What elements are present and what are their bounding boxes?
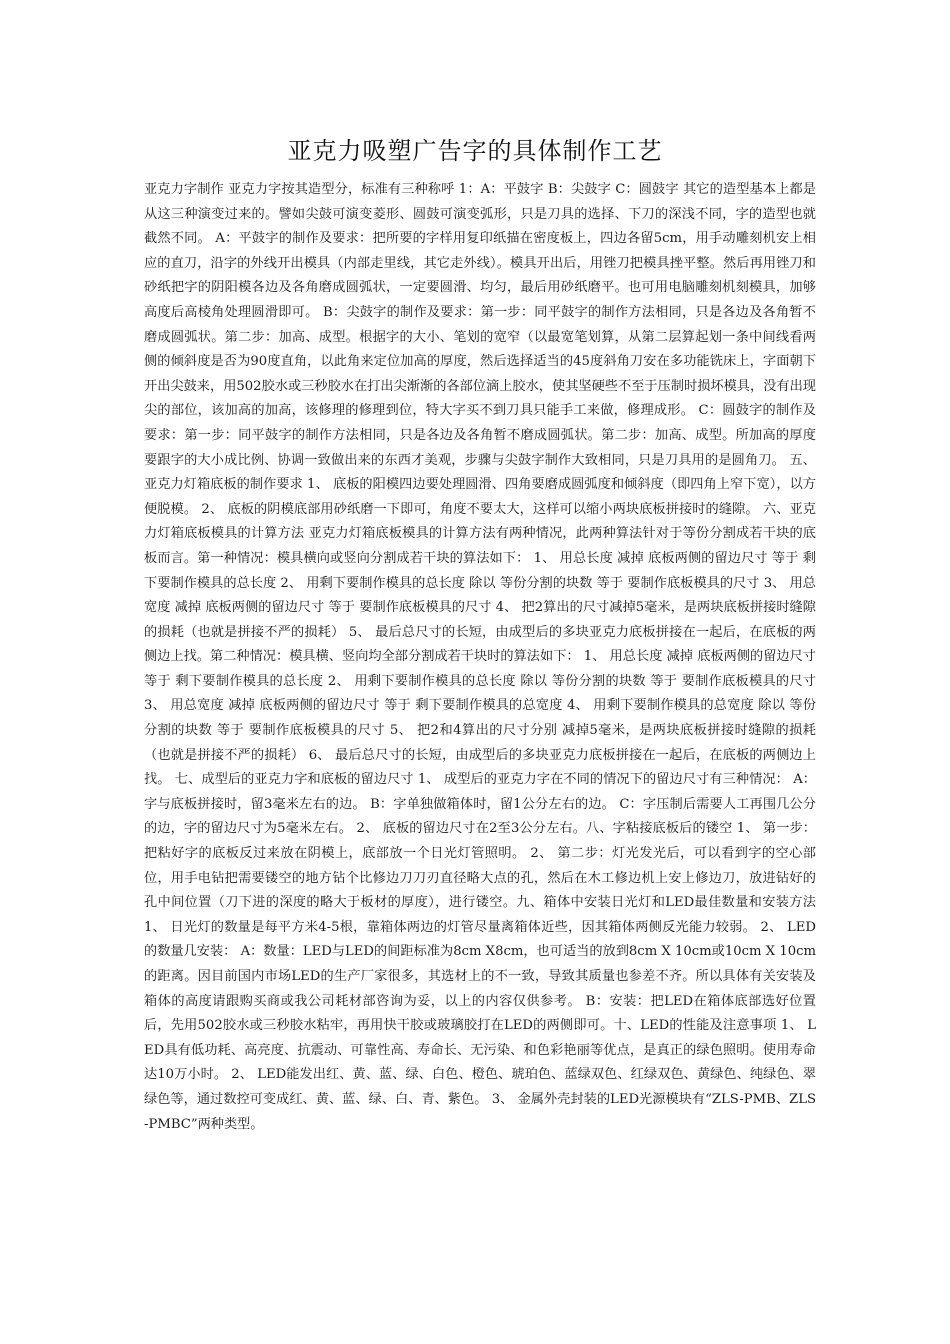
document-title: 亚克力吸塑广告字的具体制作工艺	[287, 137, 663, 165]
document-body: 亚克力字制作 亚克力字按其造型分，标准有三种称呼 1：A：平鼓字 B：尖鼓字 C：圆鼓字 其它的造型基本上都是从这三种演变过来的。譬如尖鼓可演变菱形、圆鼓可演变弧形，只是刀具的选择、下刀的深浅不同，字的造型也就截然不同。 A：平鼓字的制作及要求：把所要的字样用复印纸描在密度板上，四边各留5cm，用手动雕刻机安上相应的直刀，沿字的外线开出模具（内部走里线，其它走外线）。模具开出后，用锉刀把模具挫平整。然后再用锉刀和砂纸把字的阴阳模各边及各角磨成圆弧状，一定要圆滑、均匀，最后用砂纸磨平。也可用电脑雕刻机刻模具，加够高度后高棱角处理圆滑即可。 B：尖鼓字的制作及要求：第一步：同平鼓字的制作方法相同，只是各边及各角暂不磨成圆弧状。第二步：加高、成型。根据字的大小、笔划的宽窄（以最宽笔划算，从第二层算起划一条中间线看两侧的倾斜度是否为90度直角，以此角来定位加高的厚度，然后选择适当的45度斜角刀安在多功能铣床上，字面朝下开出尖鼓来，用502胶水或三秒胶水在打出尖渐渐的各部位滴上胶水，使其坚硬些不至于压制时损坏模具，没有出现尖的部位，该加高的加高，该修理的修理到位，特大字买不到刀具只能手工来做，修理成形。 C：圆鼓字的制作及要求：第一步：同平鼓字的制作方法相同，只是各边及各角暂不磨成圆弧状。第二步：加高、成型。所加高的厚度要跟字的大小成比例、协调一致做出来的东西才美观，步骤与尖鼓字制作大致相同，只是刀具用的是圆角刀。 五、亚克力灯箱底板的制作要求 1、 底板的阳模四边要处理圆滑、四角要磨成圆弧度和倾斜度（即四角上窄下宽），以方便脱模。 2、 底板的阴模底部用砂纸磨一下即可，角度不要太大，这样可以缩小两块底板拼接时的缝隙。 六、亚克力灯箱底板模具的计算方法 亚克力灯箱底板模具的计算方法有两种情况，此两种算法针对于等份分割成若干块的底板而言。第一种情况：模具横向或竖向分割成若干块的算法如下： 1、 用总长度 减掉 底板两侧的留边尺寸 等于 剩下要制作模具的总长度 2、 用剩下要制作模具的总长度 除以 等份分割的块数 等于 要制作底板模具的尺寸 3、 用总宽度 减掉 底板两侧的留边尺寸 等于 要制作底板模具的尺寸 4、 把2算出的尺寸减掉5毫米，是两块底板拼接时缝隙的损耗（也就是拼接不严的损耗） 5、 最后总尺寸的长短，由成型后的多块亚克力底板拼接在一起后，在底板的两侧边上找。第二种情况：模具横、竖向均全部分割成若干块时的算法如下： 1、 用总长度 减掉 底板两侧的留边尺寸 等于 剩下要制作模具的总长度 2、 用剩下要制作模具的总长度 除以 等份分割的块数 等于 要制作底板模具的尺寸 3、 用总宽度 减掉 底板两侧的留边尺寸 等于 剩下要制作模具的总宽度 4、 用剩下要制作模具的总宽度 除以 等份分割的块数 等于 要制作底板模具的尺寸 5、 把2和4算出的尺寸分别 减掉5毫米，是两块底板拼接时缝隙的损耗（也就是拼接不严的损耗） 6、 最后总尺寸的长短，由成型后的多块亚克力底板拼接在一起后，在底板的两侧边上找。 七、成型后的亚克力字和底板的留边尺寸 1、 成型后的亚克力字在不同的情况下的留边尺寸有三种情况： A：字与底板拼接时，留3毫米左右的边。 B：字单独做箱体时，留1公分左右的边。 C：字压制后需要人工再围几公分的边，字的留边尺寸为5毫米左右。 2、 底板的留边尺寸在2至3公分左右。八、字粘接底板后的镂空 1、 第一步：把粘好字的底板反过来放在阴模上，底部放一个日光灯管照明。 2、 第二步：灯光发光后，可以看到字的空心部位，用手电钻把需要镂空的地方钻个比修边刀刀刃直径略大点的孔，然后在木工修边机上安上修边刀，放进钻好的孔中间位置（刀下进的深度的略大于板材的厚度），进行镂空。九、箱体中安装日光灯和LED最佳数量和安装方法 1、 日光灯的数量是每平方米4-5根，靠箱体两边的灯管尽量离箱体近些，因其箱体两侧反光能力较弱。 2、 LED的数量几安装： A：数量：LED与LED的间距标准为8cm X8cm，也可适当的放到8cm X 10cm或10cm X 10cm的距离。因目前国内市场LED的生产厂家很多，其选材上的不一致，导致其质量也参差不齐。所以具体有关安装及箱体的高度请跟购买商或我公司耗材部咨询为妥，以上的内容仅供参考。 B：安装：把LED在箱体底部选好位置后，先用502胶水或三秒胶水粘牢，再用快干胶或玻璃胶打在LED的两侧即可。十、LED的性能及注意事项 1、 LED具有低功耗、高亮度、抗震动、可靠性高、寿命长、无污染、和色彩艳丽等优点，是真正的绿色照明。使用寿命达10万小时。 2、 LED能发出红、黄、蓝、绿、白色、橙色、琥珀色、蓝绿双色、红绿双色、黄绿色、纯绿色、翠绿色等，通过数控可变成红、黄、蓝、绿、白、青、紫色。 3、 金属外壳封装的LED光源模块有“ZLS-PMB、ZLS-PMBC”两种类型。	[144, 182, 816, 1132]
